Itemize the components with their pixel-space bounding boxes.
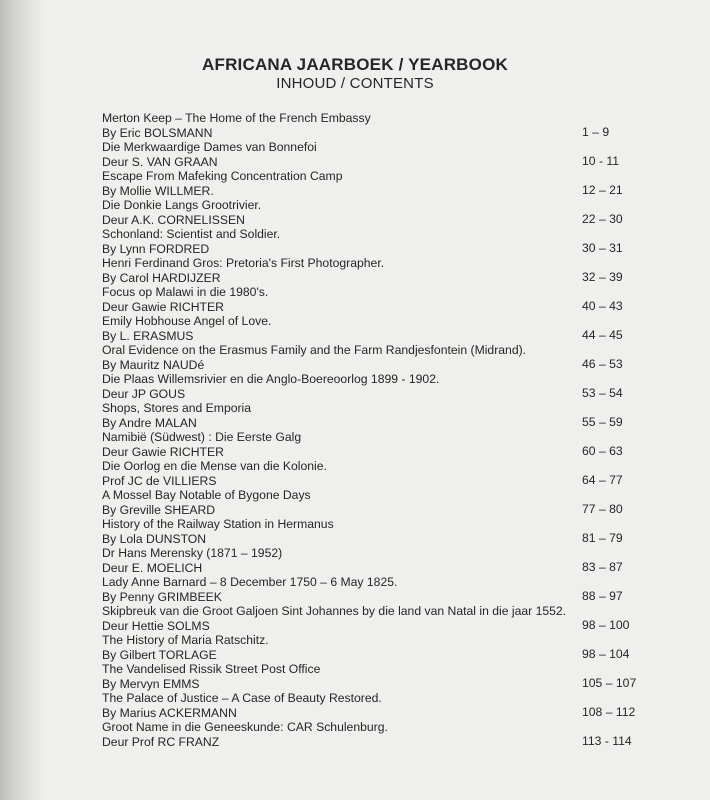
toc-entry	[102, 662, 662, 691]
toc-entry	[102, 169, 662, 198]
page-range: 44 – 45	[582, 328, 623, 342]
page-range: 46 – 53	[582, 357, 623, 371]
article-author: Deur Gawie RICHTER	[102, 299, 224, 314]
article-author: By Penny GRIMBEEK	[102, 589, 222, 604]
article-author: By Gilbert TORLAGE	[102, 647, 217, 662]
toc-entry	[102, 459, 662, 488]
article-title: Shops, Stores and Emporia	[102, 401, 252, 415]
toc-entry	[102, 401, 662, 430]
toc-entry	[102, 430, 662, 459]
page-title: AFRICANA JAARBOEK / YEARBOOK	[202, 55, 508, 74]
article-title: Dr Hans Merensky (1871 – 1952)	[102, 546, 283, 560]
page-range: 83 – 87	[582, 560, 623, 574]
article-author: Deur S. VAN GRAAN	[102, 154, 218, 169]
article-title: Emily Hobhouse Angel of Love.	[102, 314, 272, 328]
toc-entry	[102, 285, 662, 314]
page-range: 55 – 59	[582, 415, 623, 429]
article-title: The History of Maria Ratschitz.	[102, 633, 269, 647]
article-title: Die Oorlog en die Mense van die Kolonie.	[102, 459, 327, 473]
toc-entry	[102, 227, 662, 256]
article-title: Groot Name in die Geneeskunde: CAR Schulenburg.	[102, 720, 388, 734]
page-range: 77 – 80	[582, 502, 623, 516]
article-author: Deur Prof RC FRANZ	[102, 734, 220, 749]
article-title: A Mossel Bay Notable of Bygone Days	[102, 488, 311, 502]
toc-entry	[102, 604, 662, 633]
page-range: 81 – 79	[582, 531, 623, 545]
article-author: By Carol HARDIJZER	[102, 270, 221, 285]
toc-entry	[102, 256, 662, 285]
toc-entry	[102, 140, 662, 169]
page-range: 98 – 104	[582, 647, 630, 661]
article-title: Lady Anne Barnard – 8 December 1750 – 6 May 1825.	[102, 575, 398, 589]
article-title: Merton Keep – The Home of the French Embassy	[102, 111, 371, 125]
article-author: Deur A.K. CORNELISSEN	[102, 212, 245, 227]
article-title: Oral Evidence on the Erasmus Family and the Farm Randjesfontein (Midrand).	[102, 343, 527, 357]
page-range: 1 – 9	[582, 125, 610, 139]
toc-entry	[102, 546, 662, 575]
article-author: Prof JC de VILLIERS	[102, 473, 217, 488]
page-range: 32 – 39	[582, 270, 623, 284]
page-range: 60 – 63	[582, 444, 623, 458]
article-author: By Lynn FORDRED	[102, 241, 210, 256]
page-range: 12 – 21	[582, 183, 623, 197]
article-author: By Eric BOLSMANN	[102, 125, 213, 140]
page-range: 40 – 43	[582, 299, 623, 313]
article-title: Die Merkwaardige Dames van Bonnefoi	[102, 140, 317, 154]
article-author: By Mauritz NAUDé	[102, 357, 205, 372]
article-author: By Greville SHEARD	[102, 502, 216, 517]
page-range: 22 – 30	[582, 212, 623, 226]
table-of-contents	[102, 111, 662, 749]
toc-entry	[102, 111, 662, 140]
page-range: 108 – 112	[582, 705, 636, 719]
toc-entry	[102, 575, 662, 604]
article-author: By Lola DUNSTON	[102, 531, 207, 546]
article-author: By Mollie WILLMER.	[102, 183, 214, 198]
article-author: By L. ERASMUS	[102, 328, 194, 343]
toc-entry	[102, 343, 662, 372]
article-title: Skipbreuk van die Groot Galjoen Sint Johannes by die land van Natal in die jaar 1552.	[102, 604, 567, 618]
article-title: Focus op Malawi in die 1980's.	[102, 285, 269, 299]
article-title: Schonland: Scientist and Soldier.	[102, 227, 281, 241]
page-subtitle: INHOUD / CONTENTS	[276, 75, 434, 92]
toc-entry	[102, 633, 662, 662]
article-title: Henri Ferdinand Gros: Pretoria's First Photographer.	[102, 256, 385, 270]
page-range: 105 – 107	[582, 676, 637, 690]
toc-entry	[102, 314, 662, 343]
article-author: Deur JP GOUS	[102, 386, 186, 401]
page-range: 53 – 54	[582, 386, 623, 400]
toc-entry	[102, 720, 662, 749]
article-title: Die Donkie Langs Grootrivier.	[102, 198, 262, 212]
toc-entry	[102, 517, 662, 546]
article-author: By Marius ACKERMANN	[102, 705, 237, 720]
book-spine-shadow	[0, 0, 46, 800]
article-title: Escape From Mafeking Concentration Camp	[102, 169, 343, 183]
article-title: The Vandelised Rissik Street Post Office	[102, 662, 321, 676]
page-range: 64 – 77	[582, 473, 623, 487]
toc-entry	[102, 691, 662, 720]
toc-entry	[102, 488, 662, 517]
page-range: 10 - 11	[582, 154, 620, 168]
article-author: Deur Hettie SOLMS	[102, 618, 210, 633]
article-title: Namibië (Südwest) : Die Eerste Galg	[102, 430, 302, 444]
article-title: The Palace of Justice – A Case of Beauty Restored.	[102, 691, 382, 705]
page-range: 88 – 97	[582, 589, 623, 603]
article-author: Deur E. MOELICH	[102, 560, 203, 575]
toc-entry	[102, 198, 662, 227]
article-title: Die Plaas Willemsrivier en die Anglo-Boereoorlog 1899 - 1902.	[102, 372, 440, 386]
article-title: History of the Railway Station in Hermanus	[102, 517, 334, 531]
page-range: 30 – 31	[582, 241, 623, 255]
article-author: By Andre MALAN	[102, 415, 197, 430]
page-range: 98 – 100	[582, 618, 630, 632]
page-range: 113 - 114	[582, 734, 632, 748]
article-author: Deur Gawie RICHTER	[102, 444, 224, 459]
toc-entry	[102, 372, 662, 401]
article-author: By Mervyn EMMS	[102, 676, 200, 691]
